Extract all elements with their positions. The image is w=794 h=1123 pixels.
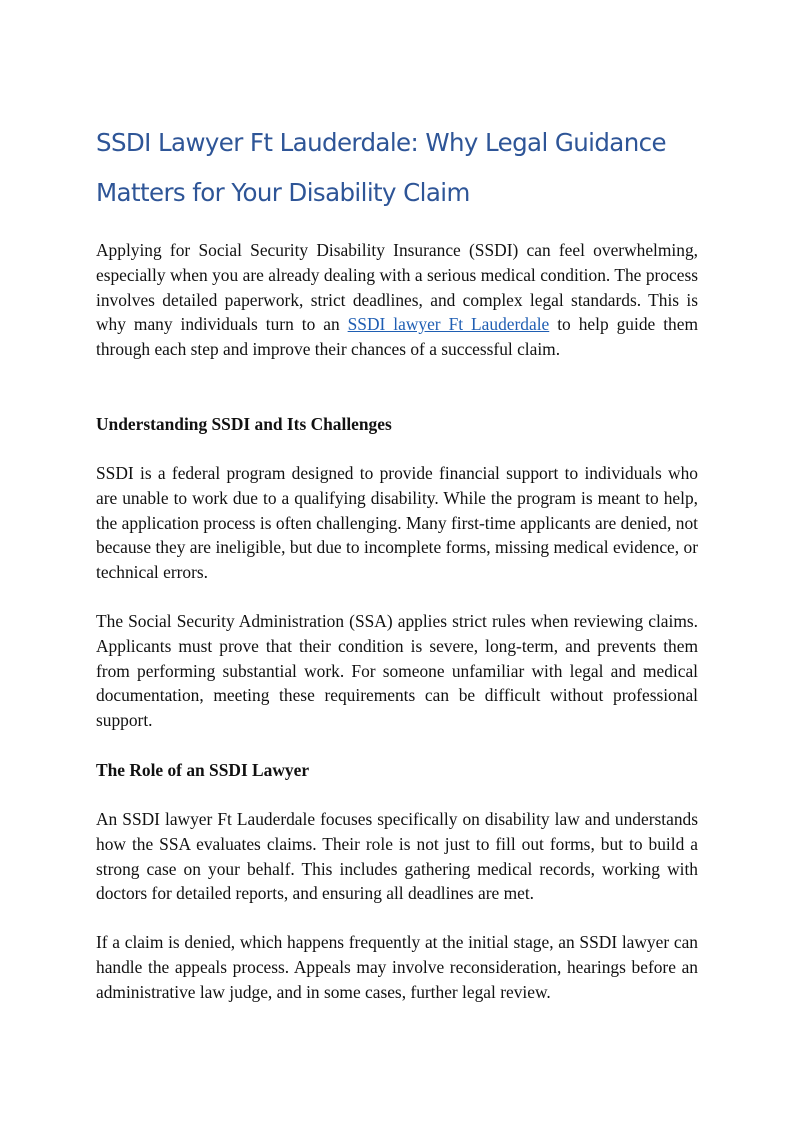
section-heading-understanding-ssdi: Understanding SSDI and Its Challenges bbox=[96, 414, 392, 434]
paragraph-appeals: If a claim is denied, which happens frequently at the initial stage, an SSDI lawyer can handle the appeals process. Appeals may involve reconsideration, hearings before an administrative law judge, and in some cases, further legal review. bbox=[96, 932, 698, 1002]
page-title: SSDI Lawyer Ft Lauderdale: Why Legal Guidance Matters for Your Disability Claim bbox=[96, 128, 666, 207]
paragraph-lawyer-focus: An SSDI lawyer Ft Lauderdale focuses specifically on disability law and understands how the SSA evaluates claims. Their role is not just to fill out forms, but to build a strong case on your behalf. This includes gathering medical records, working with doctors for detailed reports, and ensuring all deadlines are met. bbox=[96, 809, 698, 904]
paragraph-ssa-rules: The Social Security Administration (SSA) applies strict rules when reviewing claims. Applicants must prove that their condition is severe, long-term, and prevents them from performing substantial work. For someone unfamiliar with legal and medical documentation, meeting these requirements can be difficult without professional support. bbox=[96, 611, 698, 730]
section-heading-role-of-lawyer: The Role of an SSDI Lawyer bbox=[96, 760, 310, 780]
intro-paragraph bbox=[96, 238, 698, 362]
ssdi-lawyer-link[interactable]: SSDI lawyer Ft Lauderdale bbox=[347, 314, 550, 335]
intro-text-before-link: Applying for Social Security Disability Insurance (SSDI) can feel overwhelming, especially when you are already dealing with a serious medical condition. The process involves detailed paperwork, strict deadlines, and complex legal standards. This is why many individuals turn to an bbox=[96, 240, 698, 335]
intro-text-after-link: to help guide them through each step and improve their chances of a successful claim. bbox=[96, 314, 698, 359]
paragraph-ssdi-program: SSDI is a federal program designed to provide financial support to individuals who are unable to work due to a qualifying disability. While the program is meant to help, the application process is often challenging. Many first-time applicants are denied, not because they are ineligible, but due to incomplete forms, missing medical evidence, or technical errors. bbox=[96, 463, 698, 582]
